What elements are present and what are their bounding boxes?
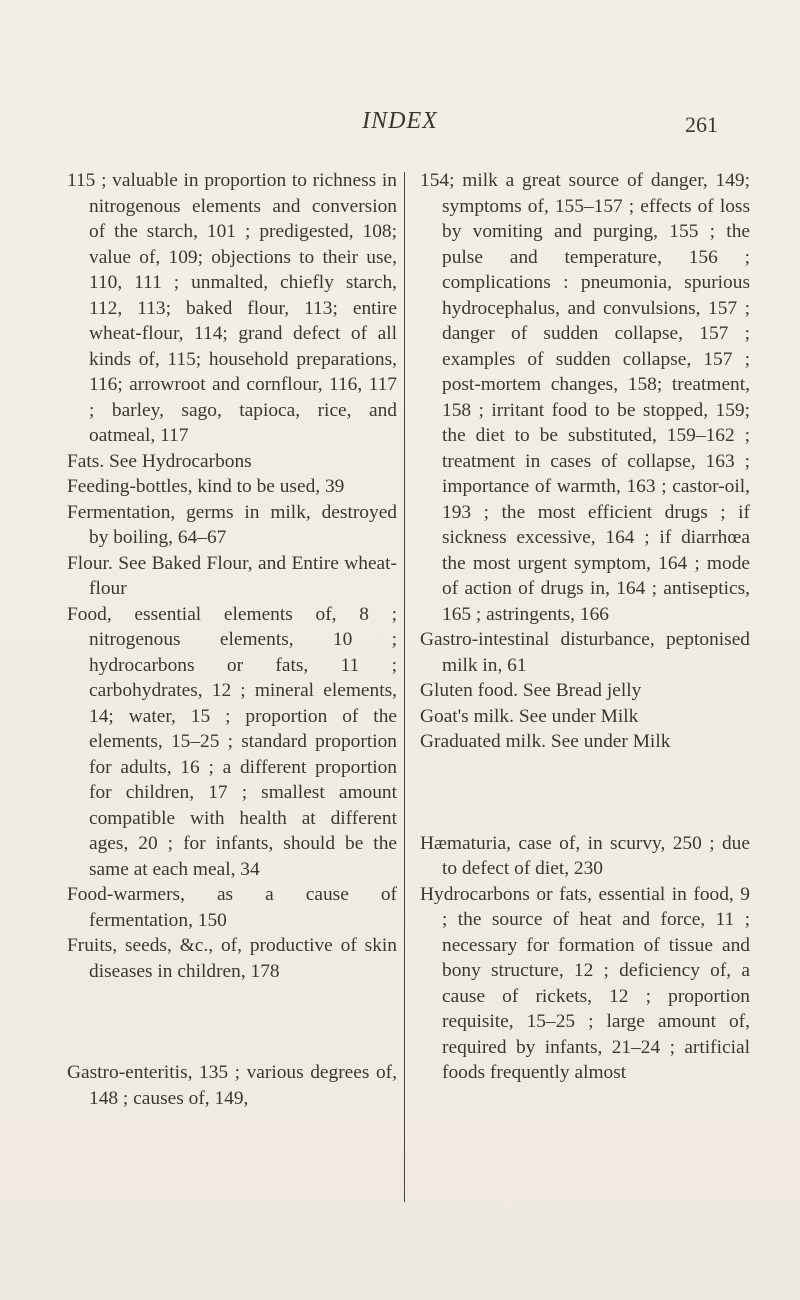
- column-divider: [404, 172, 405, 1202]
- index-entry-section-start: Gastro-enteritis, 135 ; various degrees of, 148 ; causes of, 149,: [67, 1062, 397, 1109]
- section-gap: [67, 984, 397, 1060]
- index-entry: Food-warmers, as a cause of fermentation, 150: [67, 884, 397, 931]
- page-number: 261: [685, 112, 718, 137]
- index-entry: Hydrocarbons or fats, essential in food, 9 ; the source of heat and force, 11 ; necessary for formation of tissue and bony structure, 12 ; deficiency of, a cause of rickets, 12 ; proportion requisite, 15–25 ; large amount of, required by infants, 21–24 ; artificial foods frequently almost: [420, 883, 750, 1083]
- index-entry: Feeding-bottles, kind to be used, 39: [67, 476, 345, 497]
- index-column-left: [67, 168, 397, 1111]
- running-title: INDEX: [362, 108, 438, 134]
- index-entry: 154; milk a great source of danger, 149; symptoms of, 155–157 ; effects of loss by vomiting and purging, 155 ; the pulse and temperature, 156 ; complications : pneumonia, spurious hydrocephalus, and convulsions, 157 ; danger of sudden collapse, 157 ; examples of sudden collapse, 157 ; post-mortem changes, 158; treatment, 158 ; irritant food to be stopped, 159; the diet to be substituted, 159–162 ; treatment in cases of collapse, 163 ; importance of warmth, 163 ; castor-oil, 193 ; the most efficient drugs ; if sickness excessive, 164 ; if diarrhœa the most urgent symptom, 164 ; mode of action of drugs in, 164 ; antiseptics, 165 ; astringents, 166: [420, 170, 750, 625]
- index-entry-section-start: Hæmaturia, case of, in scurvy, 250 ; due to defect of diet, 230: [420, 832, 750, 879]
- index-entry: Graduated milk. See under Milk: [420, 731, 671, 752]
- index-entry: Fruits, seeds, &c., of, productive of skin diseases in children, 178: [67, 935, 397, 982]
- section-gap: [420, 755, 750, 831]
- index-entry: Flour. See Baked Flour, and Entire wheat-flour: [67, 552, 397, 599]
- index-entry: Gluten food. See Bread jelly: [420, 680, 642, 701]
- index-entry: Fermentation, germs in milk, destroyed by boiling, 64–67: [67, 501, 397, 548]
- index-entry: Gastro-intestinal disturbance, peptonised milk in, 61: [420, 629, 750, 676]
- index-entry: 115 ; valuable in proportion to richness in nitrogenous elements and conversion of the starch, 101 ; predigested, 108; value of, 109; objections to their use, 110, 111 ; unmalted, chiefly starch, 112, 113; baked flour, 113; entire wheat-flour, 114; grand defect of all kinds of, 115; household preparations, 116; arrowroot and cornflour, 116, 117 ; barley, sago, tapioca, rice, and oatmeal, 117: [67, 170, 397, 446]
- index-entry: Fats. See Hydrocarbons: [67, 450, 252, 472]
- index-column-right: [420, 168, 750, 1086]
- index-entry: Goat's milk. See under Milk: [420, 705, 639, 727]
- index-entry: Food, essential elements of, 8 ; nitrogenous elements, 10 ; hydrocarbons or fats, 11 ; carbohydrates, 12 ; mineral elements, 14; water, 15 ; proportion of the elements, 15–25 ; standard proportion for adults, 16 ; a different proportion for children, 17 ; smallest amount compatible with health at different ages, 20 ; for infants, should be the same at each meal, 34: [67, 603, 397, 880]
